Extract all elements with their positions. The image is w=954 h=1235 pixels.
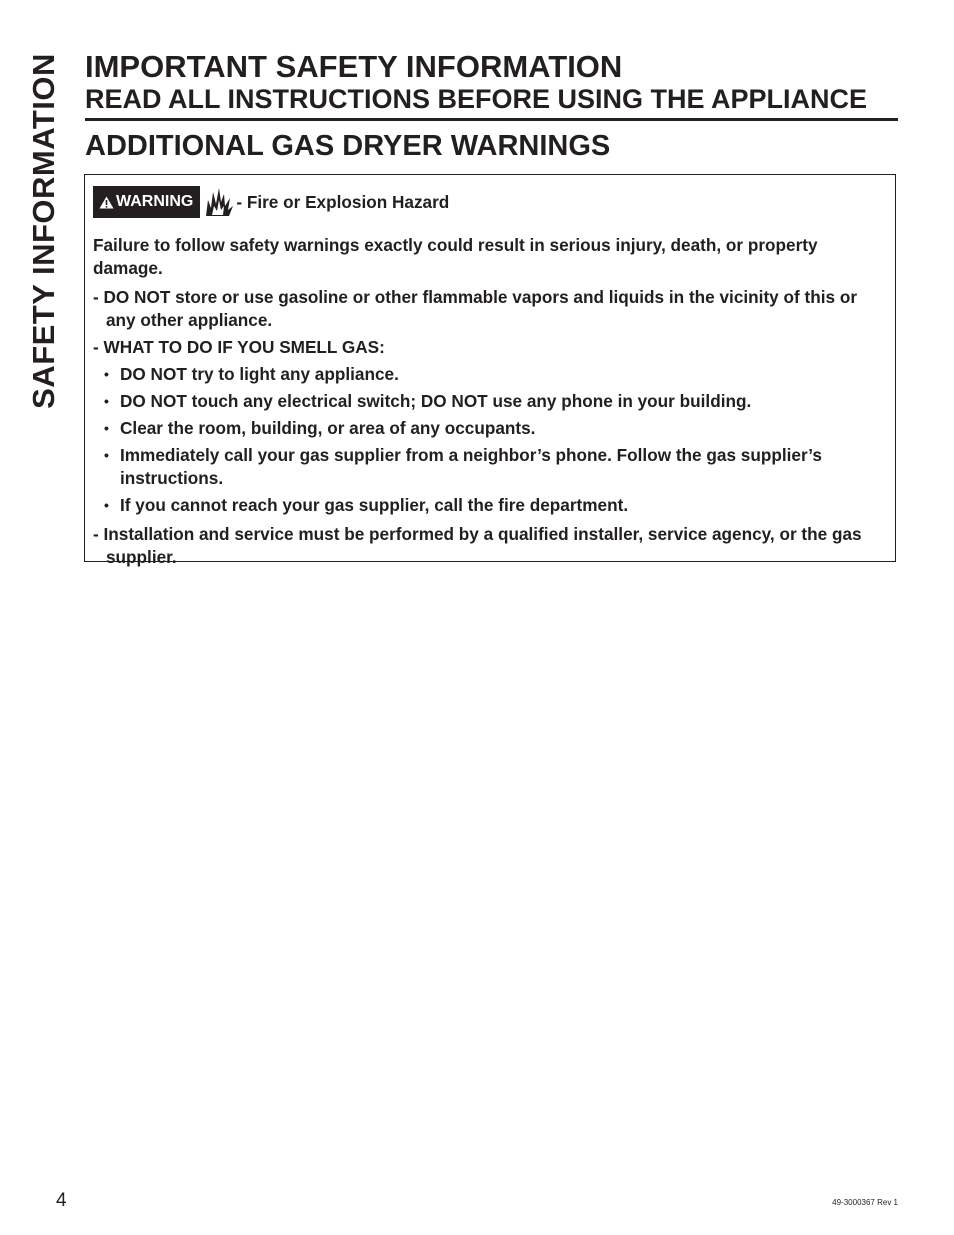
- list-item: • DO NOT try to light any appliance.: [104, 364, 399, 384]
- side-tab-label: SAFETY INFORMATION: [26, 53, 61, 409]
- document-code: 49-3000367 Rev 1: [832, 1198, 898, 1207]
- page-subtitle: READ ALL INSTRUCTIONS BEFORE USING THE APPLIANCE: [85, 84, 898, 121]
- list-item: • If you cannot reach your gas supplier, call the fire department.: [104, 495, 629, 515]
- warning-triangle-icon: [99, 196, 114, 209]
- warning-item-smell-gas: - WHAT TO DO IF YOU SMELL GAS:: [93, 337, 385, 357]
- list-item: • DO NOT touch any electrical switch; DO NOT use any phone in your building.: [104, 391, 752, 411]
- warning-badge: [93, 186, 200, 218]
- list-item: • Immediately call your gas supplier from a neighbor’s phone. Follow the gas supplier’s instructions.: [104, 445, 822, 488]
- warning-item-installation: - Installation and service must be performed by a qualified installer, service agency, or the gas supplier.: [93, 524, 862, 567]
- list-item: • Clear the room, building, or area of any occupants.: [104, 418, 536, 438]
- smell-gas-list: [93, 363, 887, 517]
- page-header: [85, 50, 898, 121]
- warning-badge-label: WARNING: [116, 193, 194, 210]
- warning-box: [84, 174, 896, 567]
- side-tab: [16, 53, 72, 409]
- warning-intro: Failure to follow safety warnings exactly could result in serious injury, death, or property damage.: [93, 235, 818, 278]
- fire-explosion-icon: [204, 186, 234, 218]
- page-title: IMPORTANT SAFETY INFORMATION: [85, 49, 623, 84]
- page-number: 4: [56, 1190, 67, 1211]
- section-title: ADDITIONAL GAS DRYER WARNINGS: [85, 130, 611, 162]
- warning-header: [93, 186, 887, 218]
- warning-item-gasoline: - DO NOT store or use gasoline or other flammable vapors and liquids in the vicinity of this or any other appliance.: [93, 287, 858, 330]
- hazard-label: - Fire or Explosion Hazard: [236, 191, 450, 212]
